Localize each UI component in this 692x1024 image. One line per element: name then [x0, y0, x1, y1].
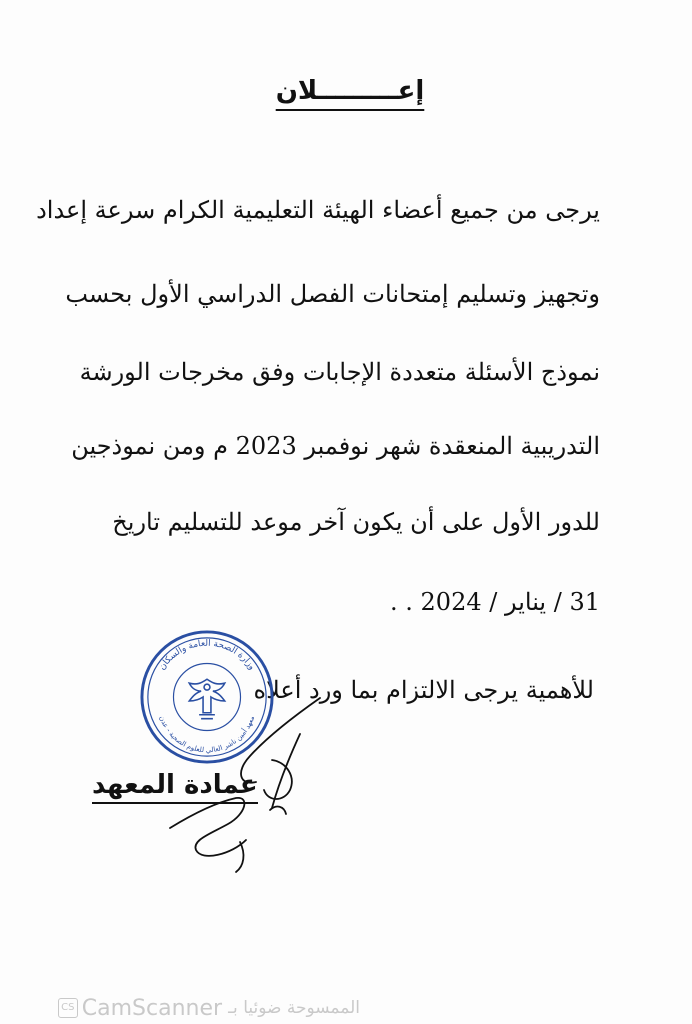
- body-line-2: وتجهيز وتسليم إمتحانات الفصل الدراسي الأول بحسب: [65, 280, 600, 308]
- body-line-4: التدريبية المنعقدة شهر نوفمبر 2023 م ومن نموذجين: [71, 432, 600, 460]
- deadline-date: 31 / يناير / 2024 . .: [390, 588, 600, 616]
- signatory-name: عمادة المعهد: [92, 770, 258, 804]
- camscanner-logo-icon: CS: [58, 998, 78, 1018]
- announcement-title: إعـــــــــلان: [275, 76, 425, 106]
- svg-text:معهد أمين ناشر العالي للعلوم ا: معهد أمين ناشر العالي للعلوم الصحية - عدن: [157, 714, 257, 755]
- scanner-watermark: [0, 994, 360, 1022]
- body-line-5: للدور الأول على أن يكون آخر موعد للتسليم تاريخ: [112, 508, 600, 536]
- closing-note: للأهمية يرجى الالتزام بما ورد أعلاه: [253, 676, 594, 704]
- scanner-label: الممسوحة ضوئيا بـ: [228, 998, 360, 1018]
- body-line-1: يرجى من جميع أعضاء الهيئة التعليمية الكرام سرعة إعداد: [36, 196, 600, 224]
- svg-text:وزارة الصحة العامة والسكان: وزارة الصحة العامة والسكان: [157, 638, 257, 673]
- body-line-3: نموذج الأسئلة متعددة الإجابات وفق مخرجات الورشة: [79, 358, 600, 386]
- scanner-brand: CamScanner: [81, 995, 223, 1021]
